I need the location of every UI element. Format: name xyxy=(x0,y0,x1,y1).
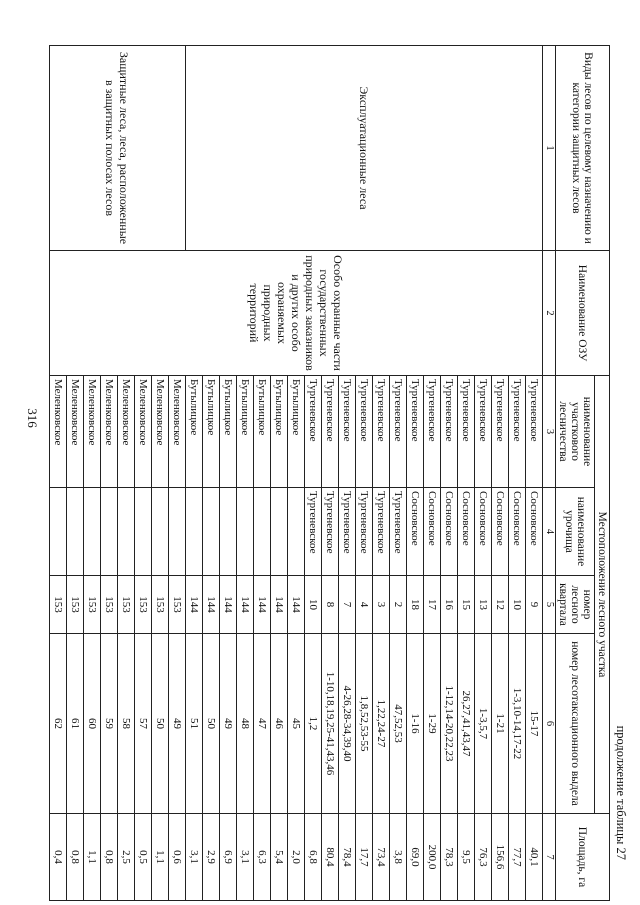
lesnichestvo-cell: Меленковское xyxy=(67,376,84,488)
vydel-cell: 1-16 xyxy=(407,634,424,814)
area-cell: 6,3 xyxy=(254,814,271,901)
vydel-cell: 1-3,5,7 xyxy=(475,634,492,814)
vydel-cell: 50 xyxy=(203,634,220,814)
area-cell: 1,1 xyxy=(152,814,169,901)
kvartal-cell: 144 xyxy=(203,576,220,634)
urochishe-cell: Тургеневское xyxy=(373,488,390,576)
area-cell: 200,0 xyxy=(424,814,441,901)
lesnichestvo-cell: Бутылицкое xyxy=(203,376,220,488)
kvartal-cell: 153 xyxy=(101,576,118,634)
vydel-cell: 49 xyxy=(169,634,186,814)
lesnichestvo-cell: Бутылицкое xyxy=(237,376,254,488)
urochishe-cell xyxy=(101,488,118,576)
lesnichestvo-cell: Бутылицкое xyxy=(254,376,271,488)
urochishe-cell xyxy=(237,488,254,576)
kvartal-cell: 144 xyxy=(254,576,271,634)
header-vydel: номер лесотаксационного выдела xyxy=(556,634,595,814)
table-row xyxy=(169,46,186,901)
kvartal-cell: 13 xyxy=(475,576,492,634)
vydel-cell: 61 xyxy=(67,634,84,814)
kvartal-cell: 10 xyxy=(305,576,322,634)
vydel-cell: 1-12,14-20,22,23 xyxy=(441,634,458,814)
kvartal-cell: 15 xyxy=(458,576,475,634)
vydel-cell: 50 xyxy=(152,634,169,814)
kvartal-cell: 12 xyxy=(492,576,509,634)
vydel-cell: 1-29 xyxy=(424,634,441,814)
lesnichestvo-cell: Бутылицкое xyxy=(186,376,203,488)
vydel-cell: 47,52,53 xyxy=(390,634,407,814)
lesnichestvo-cell: Меленковское xyxy=(84,376,101,488)
area-cell: 0,8 xyxy=(67,814,84,901)
urochishe-cell xyxy=(67,488,84,576)
lesnichestvo-cell: Меленковское xyxy=(101,376,118,488)
kvartal-cell: 153 xyxy=(84,576,101,634)
lesnichestvo-cell: Меленковское xyxy=(169,376,186,488)
lesnichestvo-cell: Тургеневское xyxy=(458,376,475,488)
vydel-cell: 60 xyxy=(84,634,101,814)
area-cell: 78,4 xyxy=(339,814,356,901)
area-cell: 3,1 xyxy=(186,814,203,901)
lesnichestvo-cell: Тургеневское xyxy=(356,376,373,488)
header-location-group: Местоположение лесного участка xyxy=(595,376,610,814)
header-vid: Виды лесов по целевому назначению и категории защитных лесов xyxy=(556,46,610,251)
kvartal-cell: 18 xyxy=(407,576,424,634)
vydel-cell: 47 xyxy=(254,634,271,814)
lesnichestvo-cell: Меленковское xyxy=(135,376,152,488)
kvartal-cell: 144 xyxy=(186,576,203,634)
column-number: 3 xyxy=(543,376,556,488)
column-number: 6 xyxy=(543,634,556,814)
lesnichestvo-cell: Меленковское xyxy=(50,376,67,488)
lesnichestvo-cell: Тургеневское xyxy=(373,376,390,488)
lesnichestvo-cell: Тургеневское xyxy=(424,376,441,488)
area-cell: 17,7 xyxy=(356,814,373,901)
urochishe-cell: Сосновское xyxy=(492,488,509,576)
urochishe-cell xyxy=(254,488,271,576)
table-row xyxy=(526,46,543,901)
area-cell: 40,1 xyxy=(526,814,543,901)
urochishe-cell xyxy=(288,488,305,576)
lesnichestvo-cell: Тургеневское xyxy=(475,376,492,488)
kvartal-cell: 16 xyxy=(441,576,458,634)
urochishe-cell: Тургеневское xyxy=(305,488,322,576)
lesnichestvo-cell: Бутылицкое xyxy=(271,376,288,488)
area-cell: 6,8 xyxy=(305,814,322,901)
lesnichestvo-cell: Тургеневское xyxy=(492,376,509,488)
vydel-cell: 49 xyxy=(220,634,237,814)
lesnichestvo-cell: Тургеневское xyxy=(339,376,356,488)
kvartal-cell: 9 xyxy=(526,576,543,634)
header-ozu: Наименование ОЗУ xyxy=(556,251,610,376)
column-number: 5 xyxy=(543,576,556,634)
urochishe-cell: Сосновское xyxy=(509,488,526,576)
urochishe-cell xyxy=(169,488,186,576)
area-cell: 73,4 xyxy=(373,814,390,901)
column-number: 4 xyxy=(543,488,556,576)
column-number: 2 xyxy=(543,251,556,376)
area-cell: 156,6 xyxy=(492,814,509,901)
urochishe-cell: Сосновское xyxy=(526,488,543,576)
vydel-cell: 1-10,18,19,25-41,43,46 xyxy=(322,634,339,814)
lesnichestvo-cell: Тургеневское xyxy=(441,376,458,488)
vydel-cell: 1,22,24-27 xyxy=(373,634,390,814)
column-number: 7 xyxy=(543,814,556,901)
lesnichestvo-cell: Тургеневское xyxy=(305,376,322,488)
urochishe-cell xyxy=(50,488,67,576)
page-number: 316 xyxy=(24,408,40,428)
area-cell: 0,5 xyxy=(135,814,152,901)
urochishe-cell xyxy=(118,488,135,576)
urochishe-cell: Тургеневское xyxy=(356,488,373,576)
area-cell: 1,1 xyxy=(84,814,101,901)
area-cell: 0,4 xyxy=(50,814,67,901)
urochishe-cell: Тургеневское xyxy=(322,488,339,576)
area-cell: 77,7 xyxy=(509,814,526,901)
vydel-cell: 58 xyxy=(118,634,135,814)
area-cell: 2,0 xyxy=(288,814,305,901)
forest-table xyxy=(49,45,610,901)
kvartal-cell: 8 xyxy=(322,576,339,634)
vydel-cell: 57 xyxy=(135,634,152,814)
kvartal-cell: 144 xyxy=(271,576,288,634)
vid-cell-exploitation: Эксплуатационные леса xyxy=(186,46,543,251)
area-cell: 69,0 xyxy=(407,814,424,901)
kvartal-cell: 144 xyxy=(220,576,237,634)
kvartal-cell: 17 xyxy=(424,576,441,634)
kvartal-cell: 4 xyxy=(356,576,373,634)
area-cell: 6,9 xyxy=(220,814,237,901)
area-cell: 78,3 xyxy=(441,814,458,901)
vydel-cell: 51 xyxy=(186,634,203,814)
kvartal-cell: 2 xyxy=(390,576,407,634)
column-number: 1 xyxy=(543,46,556,251)
lesnichestvo-cell: Тургеневское xyxy=(390,376,407,488)
ozu-cell: Особо охранные части государственных природных заказников и других особо охраняемых природных территорий xyxy=(50,251,543,376)
vydel-cell: 1-3,10-14,17-22 xyxy=(509,634,526,814)
kvartal-cell: 10 xyxy=(509,576,526,634)
table-caption: продолжение таблицы 27 xyxy=(614,725,628,860)
area-cell: 3,8 xyxy=(390,814,407,901)
vydel-cell: 1-21 xyxy=(492,634,509,814)
header-kvartal: номер лесного квартала xyxy=(556,576,595,634)
header-urochishe: наименование урочища xyxy=(556,488,595,576)
urochishe-cell xyxy=(220,488,237,576)
vydel-cell: 15-17 xyxy=(526,634,543,814)
kvartal-cell: 153 xyxy=(169,576,186,634)
urochishe-cell xyxy=(186,488,203,576)
urochishe-cell: Сосновское xyxy=(424,488,441,576)
lesnichestvo-cell: Бутылицкое xyxy=(288,376,305,488)
area-cell: 2,5 xyxy=(118,814,135,901)
area-cell: 2,9 xyxy=(203,814,220,901)
urochishe-cell xyxy=(203,488,220,576)
area-cell: 5,4 xyxy=(271,814,288,901)
table-body xyxy=(50,46,543,901)
header-lesnichestvo: наименование участкового лесничества xyxy=(556,376,595,488)
vydel-cell: 26,27,41,43,47 xyxy=(458,634,475,814)
vydel-cell: 48 xyxy=(237,634,254,814)
urochishe-cell: Сосновское xyxy=(458,488,475,576)
area-cell: 76,3 xyxy=(475,814,492,901)
vid-cell-protective: Защитные леса, леса, расположенные в защитных полосах лесов xyxy=(50,46,186,251)
area-cell: 0,6 xyxy=(169,814,186,901)
vydel-cell: 4-26,28-34,39,40 xyxy=(339,634,356,814)
kvartal-cell: 153 xyxy=(50,576,67,634)
header-area: Площадь, га xyxy=(556,814,610,901)
urochishe-cell xyxy=(271,488,288,576)
lesnichestvo-cell: Меленковское xyxy=(118,376,135,488)
vydel-cell: 59 xyxy=(101,634,118,814)
vydel-cell: 1,8,52,53-55 xyxy=(356,634,373,814)
kvartal-cell: 144 xyxy=(288,576,305,634)
area-cell: 9,5 xyxy=(458,814,475,901)
area-cell: 3,1 xyxy=(237,814,254,901)
vydel-cell: 62 xyxy=(50,634,67,814)
urochishe-cell xyxy=(135,488,152,576)
urochishe-cell: Сосновское xyxy=(407,488,424,576)
urochishe-cell: Сосновское xyxy=(475,488,492,576)
lesnichestvo-cell: Тургеневское xyxy=(322,376,339,488)
vydel-cell: 1,2 xyxy=(305,634,322,814)
kvartal-cell: 144 xyxy=(237,576,254,634)
lesnichestvo-cell: Тургеневское xyxy=(407,376,424,488)
urochishe-cell xyxy=(84,488,101,576)
kvartal-cell: 153 xyxy=(67,576,84,634)
kvartal-cell: 3 xyxy=(373,576,390,634)
kvartal-cell: 153 xyxy=(118,576,135,634)
kvartal-cell: 153 xyxy=(152,576,169,634)
area-cell: 80,4 xyxy=(322,814,339,901)
urochishe-cell xyxy=(152,488,169,576)
kvartal-cell: 7 xyxy=(339,576,356,634)
lesnichestvo-cell: Меленковское xyxy=(152,376,169,488)
area-cell: 0,8 xyxy=(101,814,118,901)
lesnichestvo-cell: Бутылицкое xyxy=(220,376,237,488)
kvartal-cell: 153 xyxy=(135,576,152,634)
urochishe-cell: Сосновское xyxy=(441,488,458,576)
lesnichestvo-cell: Тургеневское xyxy=(509,376,526,488)
lesnichestvo-cell: Тургеневское xyxy=(526,376,543,488)
urochishe-cell: Тургеневское xyxy=(390,488,407,576)
vydel-cell: 46 xyxy=(271,634,288,814)
vydel-cell: 45 xyxy=(288,634,305,814)
urochishe-cell: Тургеневское xyxy=(339,488,356,576)
